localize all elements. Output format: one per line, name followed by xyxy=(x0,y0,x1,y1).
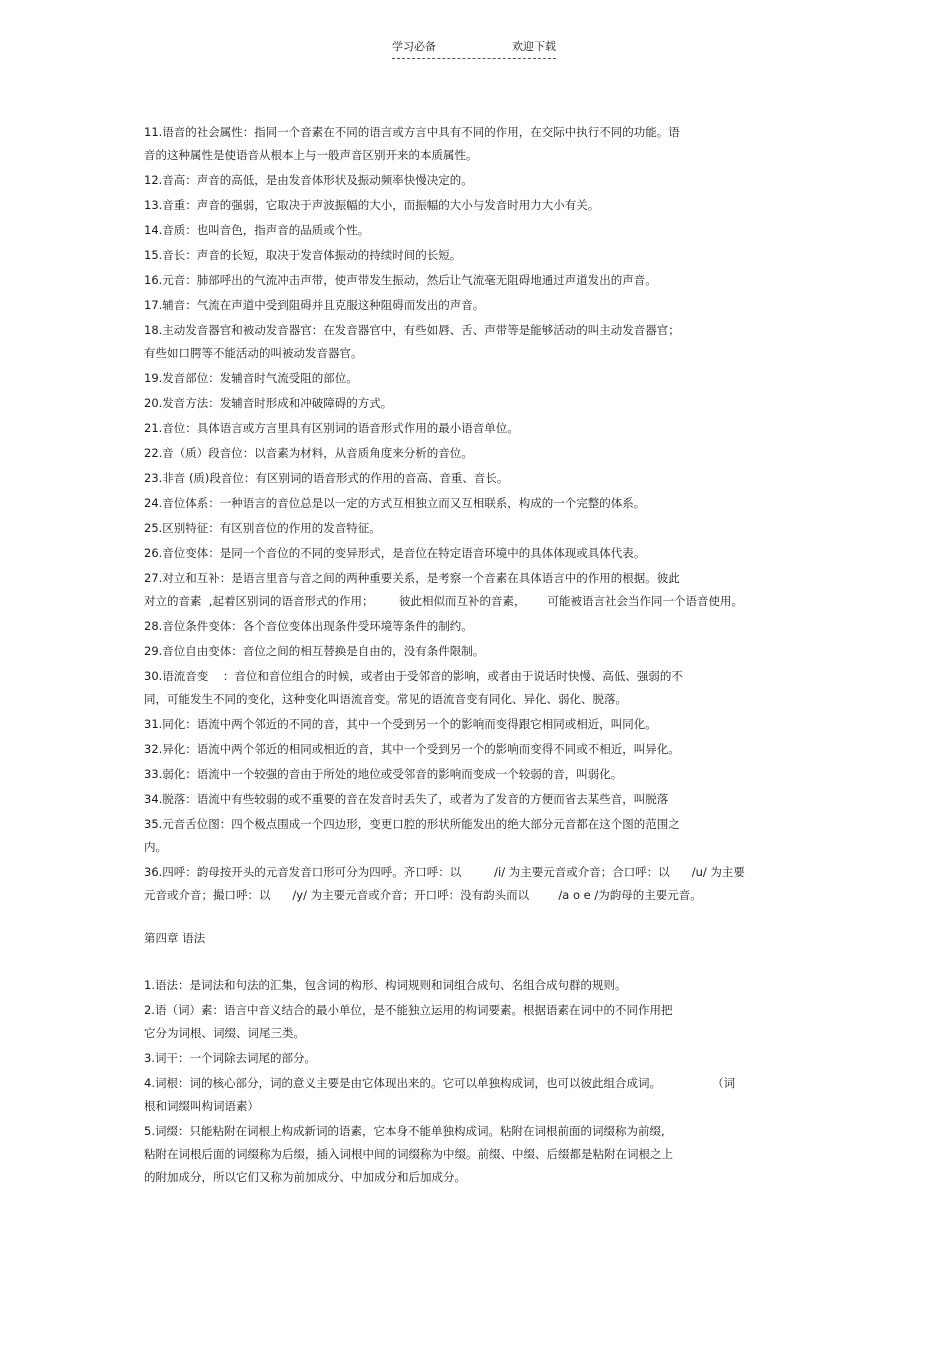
definition-item xyxy=(144,269,812,292)
text-line: 5.词缀：只能粘附在词根上构成新词的语素，它本身不能单独构成词。粘附在词根前面的词缀称为前缀, xyxy=(144,1124,665,1138)
text-line: 32.异化：语流中两个邻近的相同或相近的音，其中一个受到另一个的影响而变得不同或不相近，叫异化。 xyxy=(144,742,680,756)
text-line: 它分为词根、词缀、词尾三类。 xyxy=(144,1026,305,1040)
definition-item xyxy=(144,763,812,786)
text-line: 3.词干：一个词除去词尾的部分。 xyxy=(144,1051,316,1065)
text-line: 25.区别特征：有区别音位的作用的发音特征。 xyxy=(144,521,381,535)
text-line: 23.非音 (质)段音位：有区别词的语音形式的作用的音高、音重、音长。 xyxy=(144,471,509,485)
definition-item xyxy=(144,244,812,267)
text-line: 对立的音素 ,起着区别词的语音形式的作用； 彼此相似而互补的音素， 可能被语言社会当作同一个语音使用。 xyxy=(144,594,743,608)
definition-item xyxy=(144,665,812,711)
definition-item xyxy=(144,392,812,415)
definition-item xyxy=(144,1120,812,1189)
definition-item xyxy=(144,467,812,490)
definition-item xyxy=(144,442,812,465)
text-line: 同，可能发生不同的变化，这种变化叫语流音变。常见的语流音变有同化、异化、弱化、脱落。 xyxy=(144,692,627,706)
header-left-text: 学习必备 xyxy=(392,40,436,53)
text-line: 18.主动发音器官和被动发音器官：在发音器官中，有些如唇、舌、声带等是能够活动的叫主动发音器官； xyxy=(144,323,680,337)
definition-item xyxy=(144,219,812,242)
definition-item xyxy=(144,615,812,638)
text-line: 35.元音舌位图：四个极点围成一个四边形，变更口腔的形状所能发出的绝大部分元音都在这个图的范围之 xyxy=(144,817,680,831)
text-line: 元音或介音；撮口呼：以 /y/ 为主要元音或介音；开口呼：没有韵头而以 /a o e /为韵母的主要元音。 xyxy=(144,888,702,902)
definition-item xyxy=(144,194,812,217)
definition-item xyxy=(144,640,812,663)
text-line: 17.辅音：气流在声道中受到阻碍并且克服这种阻碍而发出的声音。 xyxy=(144,298,485,312)
text-line: 21.音位：具体语言或方言里具有区别词的语音形式作用的最小语音单位。 xyxy=(144,421,519,435)
text-line: 粘附在词根后面的词缀称为后缀，插入词根中间的词缀称为中缀。前缀、中缀、后缀都是粘附在词根之上 xyxy=(144,1147,673,1161)
text-line: 内。 xyxy=(144,840,167,854)
definition-item xyxy=(144,121,812,167)
definition-item xyxy=(144,738,812,761)
text-line: 34.脱落：语流中有些较弱的或不重要的音在发音时丢失了，或者为了发音的方便而省去某些音，叫脱落 xyxy=(144,792,669,806)
definition-item xyxy=(144,974,812,997)
header-right-text: 欢迎下载 xyxy=(512,40,556,53)
definition-item xyxy=(144,861,812,907)
text-line: 26.音位变体：是同一个音位的不同的变异形式，是音位在特定语音环境中的具体体现或具体代表。 xyxy=(144,546,646,560)
text-line: 1.语法：是词法和句法的汇集，包含词的构形、构词规则和词组合成句、名组合成句群的规则。 xyxy=(144,978,627,992)
text-line: 14.音质：也叫音色，指声音的品质或个性。 xyxy=(144,223,370,237)
definition-item xyxy=(144,788,812,811)
definition-item xyxy=(144,999,812,1045)
text-line: 16.元音：肺部呼出的气流冲击声带，使声带发生振动，然后让气流毫无阻碍地通过声道发出的声音。 xyxy=(144,273,657,287)
text-line: 29.音位自由变体：音位之间的相互替换是自由的，没有条件限制。 xyxy=(144,644,485,658)
definition-item xyxy=(144,492,812,515)
text-line: 4.词根：词的核心部分，词的意义主要是由它体现出来的。它可以单独构成词，也可以彼此组合成词。 （词 xyxy=(144,1076,736,1090)
text-line: 31.同化：语流中两个邻近的不同的音，其中一个受到另一个的影响而变得跟它相同或相近，叫同化。 xyxy=(144,717,657,731)
definition-item xyxy=(144,1047,812,1070)
text-line: 根和词缀叫构词语素） xyxy=(144,1099,259,1113)
text-line: 28.音位条件变体：各个音位变体出现条件受环境等条件的制约。 xyxy=(144,619,473,633)
text-line: 的附加成分，所以它们又称为前加成分、中加成分和后加成分。 xyxy=(144,1170,466,1184)
definition-item xyxy=(144,542,812,565)
text-line: 音的这种属性是使语音从根本上与一般声音区别开来的本质属性。 xyxy=(144,148,478,162)
definition-item xyxy=(144,713,812,736)
text-line: 13.音重：声音的强弱，它取决于声波振幅的大小，而振幅的大小与发音时用力大小有关。 xyxy=(144,198,600,212)
definition-item xyxy=(144,517,812,540)
text-line: 15.音长：声音的长短，取决于发音体振动的持续时间的长短。 xyxy=(144,248,462,262)
text-line: 30.语流音变 ：音位和音位组合的时候，或者由于受邻音的影响，或者由于说话时快慢、高低、强弱的不 xyxy=(144,669,683,683)
definition-item xyxy=(144,169,812,192)
definition-item xyxy=(144,367,812,390)
text-line: 33.弱化：语流中一个较强的音由于所处的地位或受邻音的影响而变成一个较弱的音，叫弱化。 xyxy=(144,767,623,781)
section-phonetics xyxy=(144,121,812,907)
text-line: 有些如口腭等不能活动的叫被动发音器官。 xyxy=(144,346,363,360)
definition-item xyxy=(144,319,812,365)
text-line: 36.四呼：韵母按开头的元音发音口形可分为四呼。齐口呼：以 /i/ 为主要元音或介音；合口呼：以 /u/ 为主要 xyxy=(144,865,745,879)
text-line: 2.语（词）素：语言中音义结合的最小单位，是不能独立运用的构词要素。根据语素在词中的不同作用把 xyxy=(144,1003,673,1017)
text-line: 12.音高：声音的高低，是由发音体形状及振动频率快慢决定的。 xyxy=(144,173,473,187)
definition-item xyxy=(144,294,812,317)
text-line: 27.对立和互补：是语言里音与音之间的两种重要关系，是考察一个音素在具体语言中的作用的根据。彼此 xyxy=(144,571,680,585)
definition-item xyxy=(144,567,812,613)
definition-item xyxy=(144,813,812,859)
text-line: 20.发音方法：发辅音时形成和冲破障碍的方式。 xyxy=(144,396,393,410)
text-line: 11.语音的社会属性：指同一个音素在不同的语言或方言中具有不同的作用，在交际中执行不同的功能。语 xyxy=(144,125,680,139)
definition-item xyxy=(144,417,812,440)
page-header xyxy=(392,40,556,59)
document-body xyxy=(144,121,812,1191)
text-line: 24.音位体系：一种语言的音位总是以一定的方式互相独立而又互相联系，构成的一个完整的体系。 xyxy=(144,496,646,510)
section-grammar xyxy=(144,974,812,1189)
text-line: 19.发音部位：发辅音时气流受阻的部位。 xyxy=(144,371,358,385)
chapter-title: 第四章 语法 xyxy=(144,931,206,945)
text-line: 22.音（质）段音位：以音素为材料，从音质角度来分析的音位。 xyxy=(144,446,473,460)
definition-item xyxy=(144,1072,812,1118)
